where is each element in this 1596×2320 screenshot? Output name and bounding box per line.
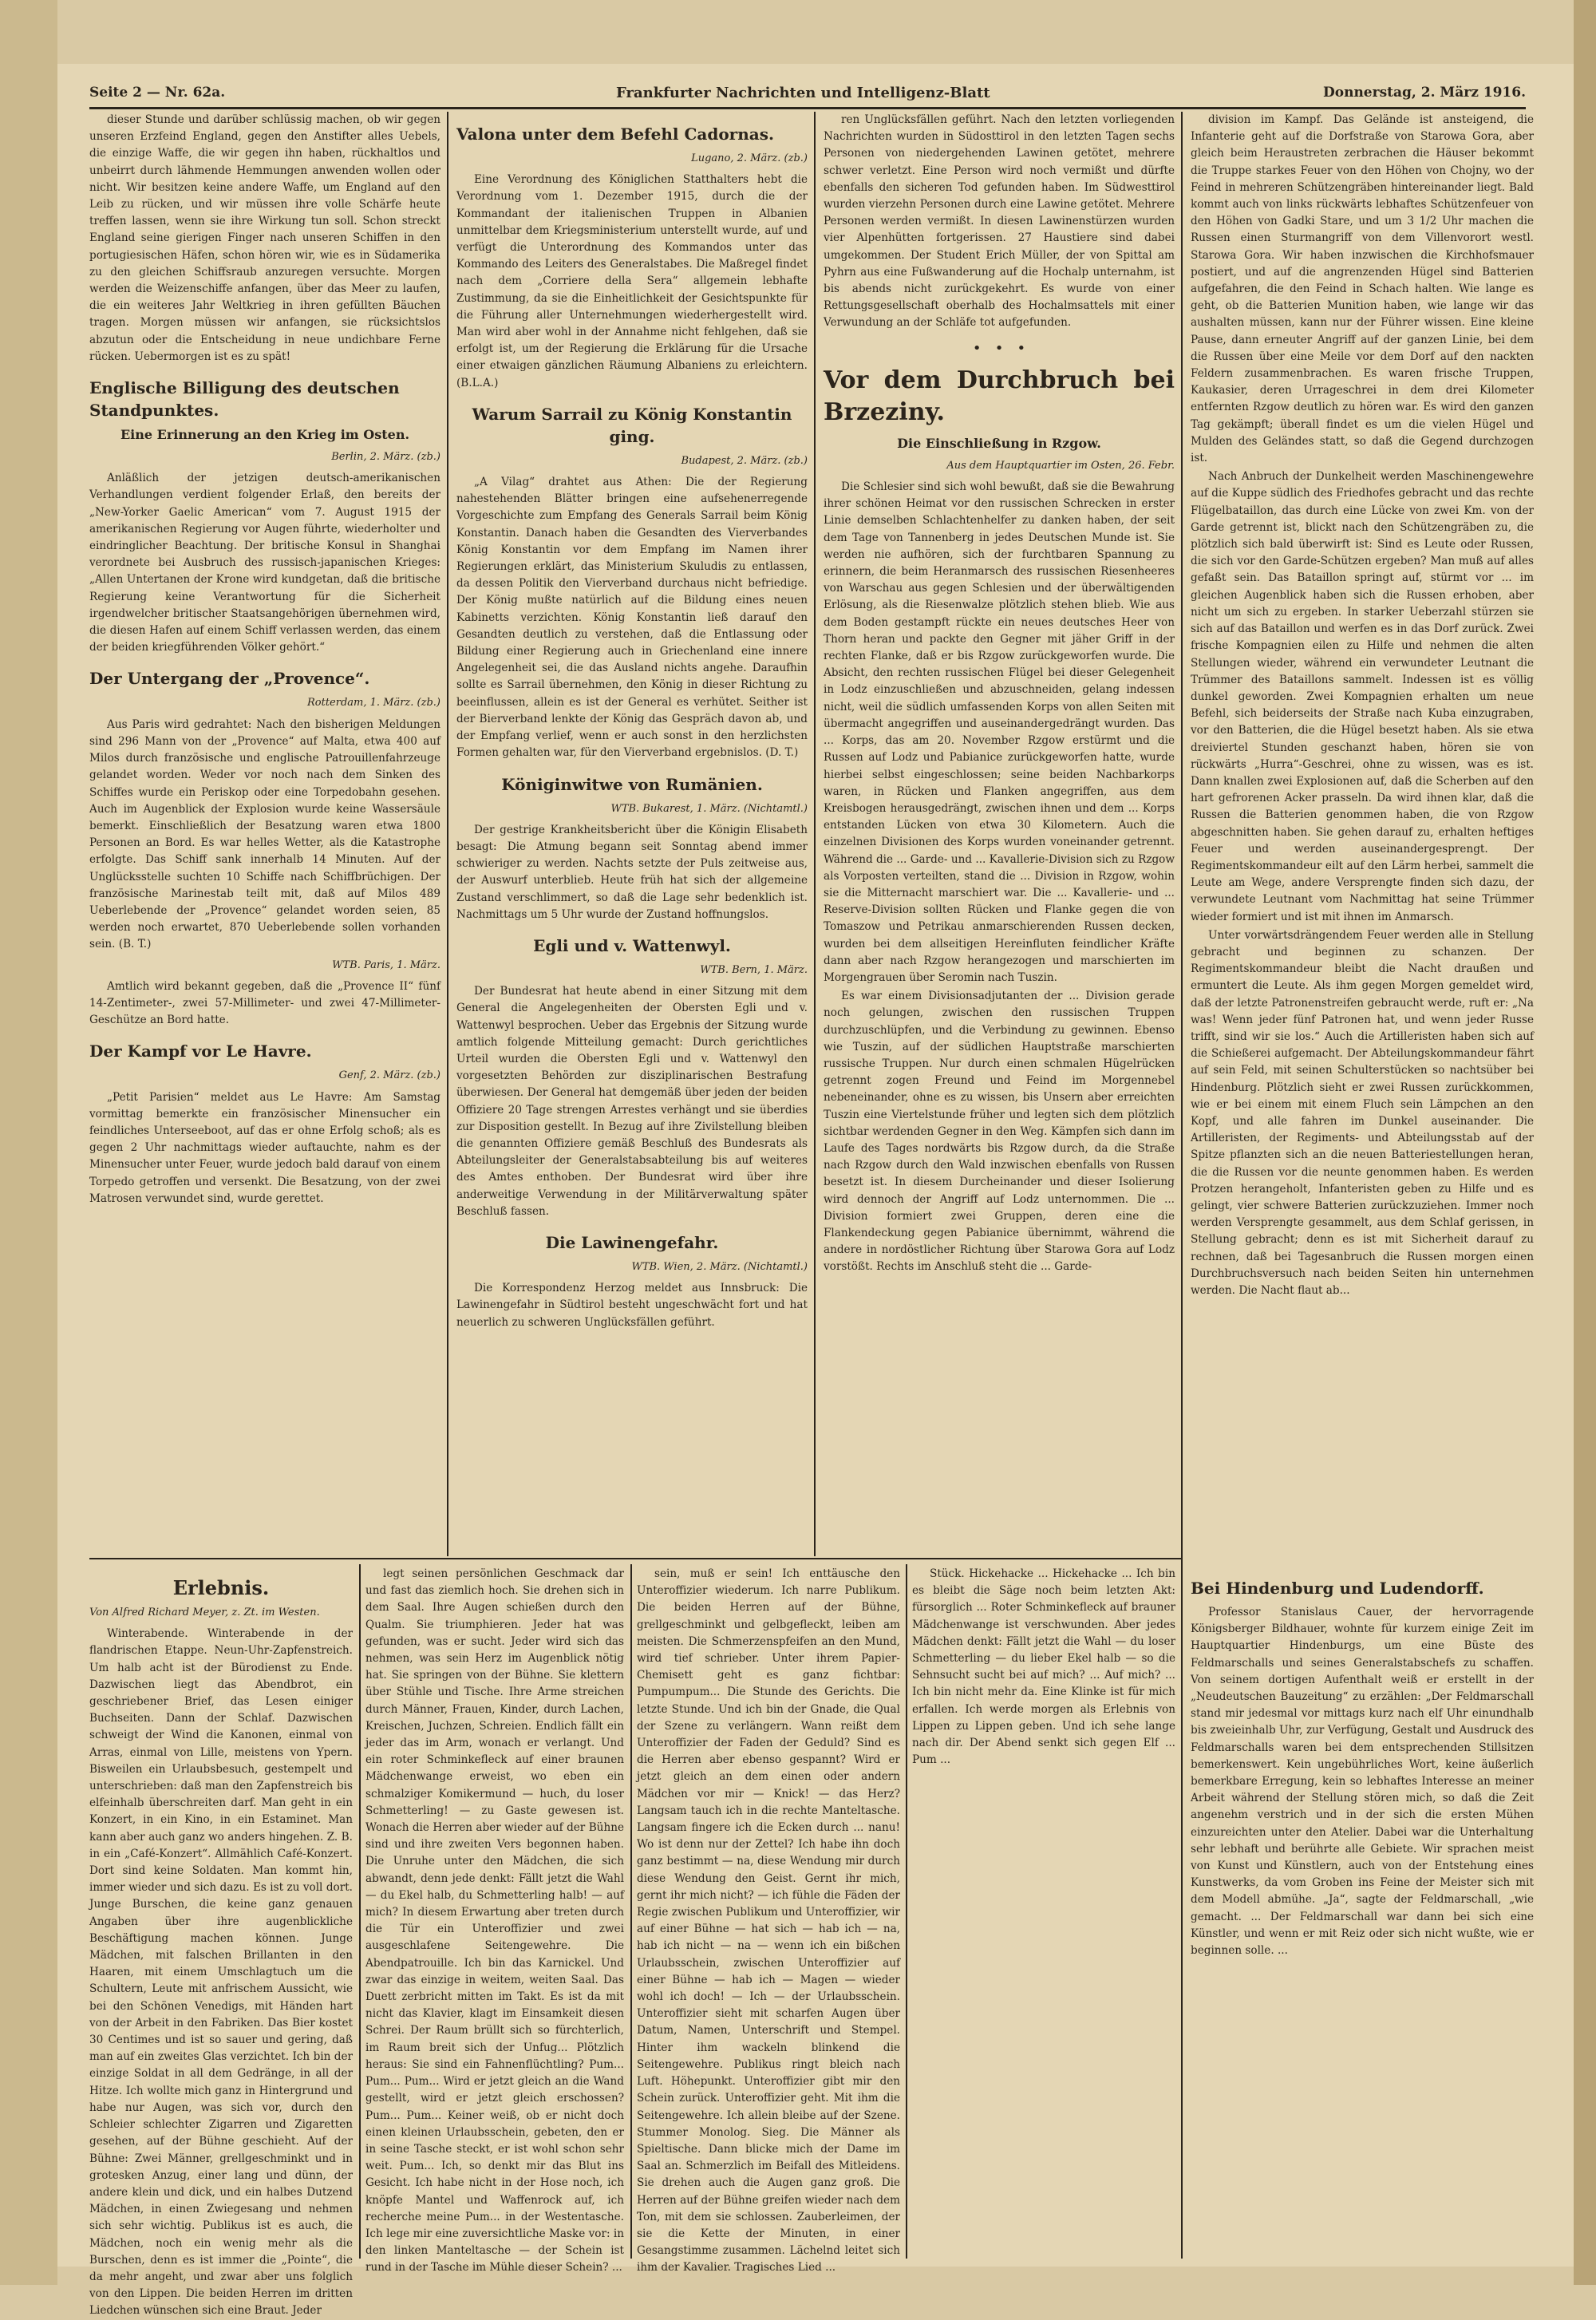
article-body: Amtlich wird bekannt gegeben, daß die „Provence II“ fünf 14-Zentimeter-, zwei 57-Millimeter- und zwei 47-Millimeter-Geschütze an Bord hatte. [89, 979, 440, 1027]
column-rule [447, 112, 448, 1556]
page-number: Seite 2 — Nr. 62a. [89, 85, 226, 101]
dateline: Berlin, 2. März. (zb.) [331, 451, 440, 464]
feuilleton-body: Winterabende. Winterabende in der flandrischen Etappe. Neun-Uhr-Zapfenstreich. Um halb acht ist der Bürodienst zu Ende. Dazwischen liegt das Abendbrot, ein geschriebener Brief, das Lesen einiger Buchseiten. Dann der Schlaf. Dazwischen schweigt der Wind die Kanonen, einmal von Arras, einmal von Lille, meistens von Ypern. Bisweilen ein Urlaubsbesuch, gestempelt und unterschrieben: daß man den Zapfenstreich bis elfeinhalb überschreiten darf. Man geht in ein Konzert, in ein Kino, in ein Estaminet. Man kann aber auch ganz wo anders hingehen. Z. B. in ein „Café-Konzert“. Allmählich Café-Konzert. Dort sind keine Soldaten. Man kommt hin, immer wieder und sich dazu. Es ist zu voll dort. Junge Burschen, die keine ganz genauen Angaben über ihre augenblickliche Beschäftigung machen können. Junge Mädchen, mit falschen Brillanten in den Haaren, mit einem Umschlagtuch um die Schultern, Leute mit anfrischem Aussicht, wie bei den Schönen Venedigs, mit Händen hart von der Arbeit in den Fabriken. Das Bier kostet 30 Centimes und ist so sauer und gering, daß man auf ein zweites Glas verzichtet. Ich bin der einzige Soldat in all dem Gedränge, in all der Hitze. Ich wollte mich ganz in Hintergrund und habe nur Augen, was sich vor, durch den Schleier schlechter Zigarren und Zigaretten gesehen, auf der Bühne geschieht. Auf der Bühne: Zwei Männer, grellgeschminkt und in grotesken Anzug, einer lang und dünn, der andere klein und dick, und ein halbes Dutzend Mädchen, in einen Zwiegesang und nehmen sich sehr wichtig. Publikus ist es auch, die Mädchen, noch ein wenig mehr als die Burschen, denn es ist immer die „Pointe“, die da mehr angeht, und zwar aber uns folglich von den Lippen. Die beiden Herren im dritten Liedchen wünschen sich eine Braut. Jeder [89, 1627, 353, 2318]
column-rule [814, 112, 816, 1556]
dateline: Genf, 2. März. (zb.) [338, 1069, 440, 1082]
binding-edge-left [0, 0, 57, 2285]
article-body: Anläßlich der jetzigen deutsch-amerikanischen Verhandlungen verdient folgender Erlaß, den bereits der „New-Yorker Gaelic American“ vom 7. August 1915 der amerikanischen Regierung vor Augen führte, wiederholter und eindringlicher Beachtung. Der britische Konsul in Shanghai verordnete bei Ausbruch des russisch-japanischen Krieges: „Allen Untertanen der Krone wird kundgetan, daß die britische Regierung keine Verantwortung für die Sicherheit irgendwelcher britischer Staatsangehörigen übernehmen wird, die diesen Hafen auf einem Schiff verlassen werden, das einem der beiden kriegführenden Völker gehört.“ [89, 472, 440, 654]
feuilleton-column-2 [365, 1566, 624, 2275]
feuilleton-body: Stück. Hickehacke ... Hickehacke ... Ich bin es bleibt die Säge noch beim letzten Akt: fürsorglich ... Roter Schminkefleck auf brauner Mädchenwange ist verschwunden. Aber jedes Mädchen denkt: Fällt jetzt die Wahl — du loser Schmetterling — du lieber Ekel halb — so die Sehnsucht sucht bei auf mich? ... Auf mich? ... Ich bin nicht mehr da. Eine Klinke ist für mich erfallen. Ich werde morgen als Erlebnis von Lippen zu Lippen geben. Und ich sehe lange nach dir. Der Abend senkt sich gegen Elf ... Pum ... [912, 1567, 1175, 1767]
column-1 [89, 112, 440, 1552]
dateline: Budapest, 2. März. (zb.) [681, 454, 808, 467]
article-body: „Petit Parisien“ meldet aus Le Havre: Am Samstag vormittag bemerkte ein französischer Minensucher ein feindliches Unterseeboot, auf das er ohne Erfolg schoß; als es gegen 2 Uhr nachmittags wieder auftauchte, nahm es der Minensucher unter Feuer, wurde jedoch bald darauf von einem Torpedo getroffen und versenkt. Die Besatzung, von der zwei Matrosen verwundet sind, wurde gerettet. [89, 1090, 440, 1205]
feuilleton-column-3 [637, 1566, 900, 2275]
article-continuation: dieser Stunde und darüber schlüssig machen, ob wir gegen unseren Erzfeind England, gegen den Anstifter alles Uebels, die einzige Waffe, die wir gegen ihn haben, rückhaltlos und unbeirrt durch lähmende Hemmungen anwenden wollen oder nicht. Wir besitzen keine andere Waffe, um England auf den Leib zu rücken, und wir müssen ihre volle Schärfe heute treffen lassen, wenn sie ihre Wirkung tun soll. Schon streckt England seine gierigen Finger nach unseren Schiffen in den portugiesischen Häfen, schon hören wir, wie es in Südamerika zu den gleichen Schiffsraub anzuregen versuchte. Morgen werden die Weizenschiffe anfangen, über das Meer zu laufen, die ein weiteres Jahr Weltkrieg in ihren gefüllten Bäuchen tragen. Morgen müssen wir anfangen, sie rücksichtslos abzutun oder die Entscheidung in neue undichbare Ferne rücken. Uebermorgen ist es zu spät! [89, 113, 440, 363]
byline: Von Alfred Richard Meyer, z. Zt. im Westen. [89, 1607, 320, 1618]
page-header [89, 80, 1526, 109]
issue-date: Donnerstag, 2. März 1916. [1323, 85, 1526, 101]
subheadline: Die Einschließung in Rzgow. [897, 435, 1101, 451]
section-divider: • • • [972, 339, 1026, 357]
article-body: Die Korrespondenz Herzog meldet aus Innsbruck: Die Lawinengefahr in Südtirol besteht ungeschwächt fort und hat neuerlich zu schweren Unglücksfällen geführt. [456, 1282, 808, 1329]
article-body: Unter vorwärtsdrängendem Feuer werden alle in Stellung gebracht und beginnen zu schanzen. Der Regimentskommandeur bleibt die Nacht draußen und ermuntert die Leute. Als ihm gegen Morgen gemeldet wird, daß der letzte Patronenstreifen gebraucht werde, ruft er: „Na was! Wenn jeder fünf Patronen hat, und wenn jeder Russe trifft, sind wir sie los.“ Auch die Artilleristen haben sich auf die Schießerei aufgemacht. Der Abteilungskommandeur fährt auf sein Feld, mit seinen Schulterstücken so nachtsüber bei Hindenburg. Plötzlich sieht er zwei Russen zurückkommen, wie er bei einem mit einem Fluch sein Lämpchen an den Kopf, und alle fahren im Dunkel auseinander. Die Artilleristen, der Regiments- und Abteilungsstab auf der Spitze pflanzten sich an die neuen Batteriestellungen heran, die die Russen vor die neunte genommen haben. Es werden Protzen herangeholt, Infanteristen geben zu Hilfe und es gelingt, vier schwere Batterien zurückzuziehen. Immer noch werden Versprengte gesammelt, aus dem Schlaf gerissen, in Stellung gebracht; denn es ist mit Sicherheit darauf zu rechnen, daß bei Tagesanbruch die Russen morgen einen Durchbruchsversuch nach beiden Seiten hin unternehmen werden. Die Nacht flaut ab... [1191, 928, 1534, 1298]
dateline: WTB. Paris, 1. März. [332, 958, 440, 971]
article-body: Nach Anbruch der Dunkelheit werden Maschinengewehre auf die Kuppe südlich des Friedhofes gebracht und das rechte Flügelbataillon, das durch eine Lücke von zwei Km. von der Garde getrennt ist, blickt nach den Schützengräben zu, die plötzlich sich bald überwirft ist: Sind es Leute oder Russen, die sich vor den Garde-Schützen ergeben? Man muß auf alles gefaßt sein. Das Bataillon springt auf, stürmt vor ... im gleichen Augenblick haben sich die Russen erhoben, aber nicht um sich zu ergeben. In starker Ueberzahl stürzen sie sich auf das Bataillon und werfen es in das Dorf zurück. Zwei frische Kompagnien eilen zu Hilfe und nehmen die alten Stellungen wieder, während ein verwundeter Leutnant die Trümmer des Bataillons sammelt. Indessen ist es völlig dunkel geworden. Zwei Kompagnien erhalten um neue Befehl, sich beiderseits der Straße nach Kuba einzugraben, vor den Batterien, die die Hügel besetzt haben. Als sie etwa dreiviertel Stunden geschanzt haben, hören sie von rückwärts „Hurra“-Geschrei, ohne zu wissen, was es ist. Dann knallen zwei Explosionen auf, daß die Scherben auf den hart gefrorenen Acker prasseln. Da wird ihnen klar, daß die Russen die Batterien genommen haben, die von Rzgow abgeschnitten haben. Sie gehen darauf zu, erhalten heftiges Feuer und werden auseinandergesprengt. Der Regimentskommandeur eilt auf den Lärm herbei, sammelt die Leute am Wege, andere Versprengte finden sich dazu, der verwundete Leutnant vom Nachmittag hat seine Trümmer wieder formiert und ist mit ihnen im Anmarsch. [1191, 470, 1534, 923]
dateline: WTB. Wien, 2. März. (Nichtamtl.) [631, 1260, 808, 1273]
article-continuation: ren Unglücksfällen geführt. Nach den letzten vorliegenden Nachrichten wurden in Südosttirol in den letzten Tagen sechs Personen von niedergehenden Lawinen getötet, mehrere schwer verletzt. Eine Person wird noch vermißt und dürfte ebenfalls den sicheren Tod gefunden haben. Im Südwesttirol wurden vierzehn Personen durch eine Lawine getötet. Mehrere Personen werden vermißt. In diesen Lawinenstürzen wurden vier Alpenhütten fortgerissen. 27 Haustiere sind dabei umgekommen. Der Student Erich Müller, der von Spittal am Pyhrn aus eine Fußwanderung auf die Hochalp unternahm, ist bis abends nicht zurückgekehrt. Es wurde von einer Rettungsgesellschaft oberhalb des Hochalmsattels mit einer Verwundung an der Schläfe tot aufgefunden. [824, 113, 1175, 330]
dateline: WTB. Bukarest, 1. März. (Nichtamtl.) [610, 802, 808, 815]
headline: Königinwitwe von Rumänien. [501, 774, 763, 794]
column-3 [824, 112, 1175, 1552]
column-4-bottom [1191, 1566, 1534, 2260]
dateline: WTB. Bern, 1. März. [700, 963, 808, 976]
section-rule [89, 1558, 1181, 1559]
headline: Bei Hindenburg und Ludendorff. [1191, 1579, 1484, 1598]
main-headline: Vor dem Durchbruch bei Brzeziny. [824, 366, 1175, 426]
dateline: Rotterdam, 1. März. (zb.) [306, 697, 440, 709]
feuilleton-column-1 [89, 1566, 353, 2318]
column-rule [359, 1564, 361, 2259]
headline: Egli und v. Wattenwyl. [533, 935, 731, 955]
binding-edge-right [1574, 0, 1596, 2285]
feuilleton-title: Erlebnis. [172, 1576, 270, 1599]
dateline: Lugano, 2. März. (zb.) [691, 152, 808, 164]
article-body: Der Bundesrat hat heute abend in einer Sitzung mit dem General die Angelegenheiten der Obersten Egli und v. Wattenwyl besprochen. Ueber das Ergebnis der Sitzung wurde amtlich folgende Mitteilung gemacht: Durch gerichtliches Urteil wurden die Obersten Egli und v. Wattenwyl den vorgesetzten Behörden zur disziplinarischen Bestrafung überwiesen. Der General hat demgemäß über jeden der beiden Offiziere 20 Tage strengen Arrestes verhängt und sie überdies zur Disposition gestellt. In Bezug auf ihre Zivilstellung bleiben die genannten Offiziere gemäß Beschluß des Bundesrats als Abteilungsleiter der Generalstabsabteilung bis auf weiteres des Amtes enthoben. Der Bundesrat wird über ihre anderweitige Verwendung in der Militärverwaltung später Beschluß fassen. [456, 985, 808, 1218]
article-body: division im Kampf. Das Gelände ist ansteigend, die Infanterie geht auf die Dorfstraße von Starowa Gora, aber gleich beim Heraustreten zerbrachen die Häuser bekommt die Truppe starkes Feuer von den Höhen von Chojny, wo der Feind in mehreren Schützengräben hintereinander liegt. Bald kommt auch von links rückwärts lebhaftes Schützenfeuer von den Höhen von Gadki Stare, und um 3 1/2 Uhr machen die Russen einen Sturmangriff von dem Villenvorort westl. Starowa Gora. Wir haben inzwischen die Kirchhofsmauer postiert, und auf die angrenzenden Hügel sind Batterien aufgefahren, die den Feind in Schach halten. Wie lange es geht, ob die Batterien Munition haben, wie lange wir das aushalten müssen, kann nur der Führer wissen. Eine kleine Pause, dann erneuter Angriff auf der ganzen Linie, bei dem die Russen über eine Meile vor dem Dorf auf den nackten Feldern zusammenbrachen. Es waren frische Truppen, Kaukasier, deren Urrageschrei in dem drei Kilometer entfernten Rzgow deutlich zu hören war. Es wird den ganzen Tag gekämpft; überall findet es um die vielen Hügel und Mulden des Geländes statt, so daß die Gegend durchzogen ist. [1191, 113, 1534, 465]
column-rule [1181, 112, 1183, 2259]
headline: Warum Sarrail zu König Konstantin ging. [472, 404, 792, 446]
article-body: „A Vilag“ drahtet aus Athen: Die der Regierung nahestehenden Blätter bringen eine aufsehenerregende Vorgeschichte zum Empfang des Generals Sarrail beim König Konstantin. Danach haben die Gesandten des Vierverbandes König Konstantin vor dem Empfang im Namen ihrer Regierungen erklärt, das Ministerium Skuludis zu entlassen, da dessen Politik den Vierverband durchaus nicht befriedige. Der König mußte natürlich auf die Bildung eines neuen Kabinetts verzichten. König Konstantin ließ darauf den Gesandten deutlich zu verstehen, daß die Entlassung oder Bildung einer Regierung auch in Griechenland eine innere Angelegenheit sei, die das Ausland nichts angehe. Daraufhin sollte es Sarrail übernehmen, den König in dieser Richtung zu beeinflussen, allein es ist der General es verhütet. Seither ist der Bierverband lenkte der König das Gespräch davon ab, und der Empfang verlief, wenn er auch sonst in den herzlichsten Formen gehalten war, für den Vierverband ergebnislos. (D. T.) [456, 476, 808, 760]
column-4 [1191, 112, 1534, 1552]
column-2 [456, 112, 808, 1552]
headline: Der Kampf vor Le Havre. [89, 1041, 312, 1061]
dateline: Aus dem Hauptquartier im Osten, 26. Febr. [946, 459, 1175, 472]
newspaper-title: Frankfurter Nachrichten und Intelligenz-Blatt [616, 85, 990, 101]
article-body: Es war einem Divisionsadjutanten der ... Division gerade noch gelungen, zwischen den russischen Truppen durchzuschlüpfen, und die Verbindung zu gewinnen. Ebenso wie Tuszin, auf der südlichen Hauptstraße marschierten russische Truppen. Nur durch einen schmalen Hügelrücken getrennt zogen Freund und Feind im Morgennebel nebeneinander, ohne es zu wissen, bis Unsern aber erreichten Tuszin eine Viertelstunde früher und legten sich dem plötzlich sichtbar werdenden Gegner in den Weg. Kämpfen sich dann im Laufe des Tages nordwärts bis Rzgow durch, da die Straße nach Rzgow durch den Wald inzwischen ebenfalls von Russen besetzt ist. In diesem Durcheinander und dieser Isolierung wird dennoch der Angriff auf Lodz unternommen. Die ... Division formiert zwei Gruppen, deren eine die Flankendeckung gegen Pabianice übernimmt, während die andere in nordöstlicher Richtung über Starowa Gora auf Lodz vorstößt. Rechts im Anschluß steht die ... Garde- [824, 990, 1175, 1274]
article-body: Professor Stanislaus Cauer, der hervorragende Königsberger Bildhauer, wohnte für kurzem einige Zeit im Hauptquartier Hindenburgs, um eine Büste des Feldmarschalls und seines Generalstabschefs zu schaffen. Von seinem dortigen Aufenthalt weiß er erstellt in der „Neudeutschen Bauzeitung“ zu erzählen: „Der Feldmarschall stand mir jedesmal vor mittags kurz nach elf Uhr einundhalb bis zweieinhalb Uhr, zur Verfügung, Gestalt und Ausdruck des Feldmarschalls waren bei dem entsprechenden Stillsitzen bemerkenswert. Kein ungebührliches Wort, keine äußerlich bemerkbare Erregung, kein so lebhaftes Interesse an meiner Arbeit während der Stellung stören mich, so daß die Zeit angenehm verstrich und in der sich die ersten Mühen einzureichten unter den Atelier. Dabei war die Unterhaltung sehr lebhaft und berührte alle Gebiete. Wir sprachen meist von Kunst und Künstlern, auch von der Entstehung eines Kunstwerks, da vom Groben ins Feine der Meister sich mit dem Modell abmühe. „Ja“, sagte der Feldmarschall, „wie gemacht. ... Der Feldmarschall war dann bei sich eine Künstler, und wenn er mit Reiz oder sich nicht wußte, wie er beginnen solle. ... [1191, 1606, 1534, 1958]
feuilleton-body: sein, muß er sein! Ich enttäusche den Unteroffizier wiederum. Ich narre Publikum. Die beiden Herren auf der Bühne, grellgeschminkt und gelbgefleckt, leiben am meisten. Die Schmerzenspfeifen an den Mund, wird tief schrieber. Unter ihrem Papier-Chemisett geht es ganz fichtbar: Pumpumpum... Die Stunde des Gerichts. Die letzte Stunde. Und ich bin der Gnade, die Qual der Szene zu verlängern. Wann reißt dem Unteroffizier der Faden der Geduld? Sind es die Herren aber ebenso gespannt? Wird er jetzt gleich an dem einen oder andern Mädchen vor mir — Knick! — das Herz? Langsam tauch ich in die rechte Manteltasche. Langsam fingere ich die Ecken durch ... nanu! Wo ist denn nur der Zettel? Ich habe ihn doch ganz bestimmt — na, diese Wendung mir durch diese Wendung den Geist. Gernt ihr mich, gernt ihr mich nicht? — ich fühle die Fäden der Regie zwischen Publikum und Unteroffizier, wir auf einer Bühne — hat sich — hab ich — na, hab ich nicht — na — wenn ich ein bißchen Urlaubsschein, zwischen Unteroffizier auf einer Bühne — hab ich — Magen — wieder wohl ich doch! — Ich — der Urlaubsschein. Unteroffizier sieht mit scharfen Augen über Datum, Namen, Unterschrift und Stempel. Hinter ihm wackeln blinkend die Seitengewehre. Publikus ringt bleich nach Luft. Höhepunkt. Unteroffizier gibt mir den Schein zurück. Unteroffizier geht. Mit ihm die Seitengewehre. Ich allein bleibe auf der Szene. Stummer Monolog. Sieg. Die Männer als Spieltische. Dann blicke mich der Dame im Saal an. Schmerzlich im Beifall des Mitleidens. Sie drehen auch die Augen ganz groß. Die Herren auf der Bühne greifen wieder nach dem Ton, mit dem sie schlossen. Zauberleimen, der sie die Kette der Minuten, in einer Gesangstimme zusammen. Lächelnd leitet sich ihm der Kavalier. Tragisches Lied ... [637, 1567, 900, 2275]
column-rule [630, 1564, 632, 2259]
headline: Die Lawinengefahr. [545, 1232, 719, 1252]
headline: Der Untergang der „Provence“. [89, 669, 370, 689]
article-body: Eine Verordnung des Königlichen Statthalters hebt die Verordnung vom 1. Dezember 1915, durch die der Kommandant der italienischen Truppen in Albanien unmittelbar dem Kriegsministerium unterstellt wurde, auf und verfügt die Unterordnung des Kommandos unter das Kommando des Leiters des Generalstabes. Die Maßregel findet nach dem „Corriere della Sera“ allgemein lebhafte Zustimmung, da sie die Einheitlichkeit der Gesichtspunkte für die Führung aller Unternehmungen wiederhergestellt wird. Man wird aber wohl in der Annahme nicht fehlgehen, daß sie erfolgt ist, um der Regierung die Erklärung für die Ursache einer etwaigen gänzlichen Räumung Albaniens zu erleichtern. (B.L.A.) [456, 173, 808, 389]
article-body: Der gestrige Krankheitsbericht über die Königin Elisabeth besagt: Die Atmung begann seit Sonntag abend immer schwieriger zu werden. Nachts setzte der Puls zeitweise aus, der Auswurf unterblieb. Heute früh hat sich der allgemeine Zustand verschlimmert, so daß die Lage sehr bedenklich ist. Nachmittags um 5 Uhr wurde der Zustand hoffnungslos. [456, 823, 808, 921]
feuilleton-body: legt seinen persönlichen Geschmack dar und fast das ziemlich hoch. Sie drehen sich in dem Saal. Ihre Augen schießen durch den Qualm. Sie triumphieren. Jeder hat was gefunden, was er sucht. Jeder wird sich das nehmen, was sein Herz im Augenblick nötig hat. Sie springen von der Bühne. Sie klettern über Stühle und Tische. Ihre Arme streichen durch Männer, Frauen, Kinder, durch Lachen, Kreischen, Juchzen, Schreien. Endlich fällt ein jeder das im Arm, wonach er verlangt. Und ein roter Schminkefleck auf einer braunen Mädchenwange erweist, wo eben ein schmalziger Komikermund — huch, du loser Schmetterling! — zu Gaste gewesen ist. Wonach die Herren aber wieder auf der Bühne sind und ihre zweiten Vers begonnen haben. Die Unruhe unter den Mädchen, die sich abwandt, denn jede denkt: Fällt jetzt die Wahl — du Ekel halb, du Schmetterling halb! — auf mich? In diesem Erwartung aber treten durch die Tür ein Unteroffizier und zwei ausgeschlafene Seitengewehre. Die Abendpatrouille. Ich bin das Karnickel. Und zwar das einzige in weitem, weiten Saal. Das Duett zerbricht mitten im Takt. Es ist da mit nicht das Klavier, klagt im Einsamkeit diesen Schrei. Der Raum brüllt sich so fürchterlich, im Raum breit sich der Unfug... Plötzlich heraus: Sie sind ein Fahnenflüchtling? Pum... Pum... Pum... Wird er jetzt gleich an die Wand gestellt, wird er jetzt gleich erschossen? Pum... Pum... Keiner weiß, ob er nicht doch einen kleinen Urlaubsschein, gebeten, den er in seine Tasche steckt, er ist wohl schon sehr weit. Pum... Ich, so denkt mir das Blut ins Gesicht. Ich habe nicht in der Hose noch, ich knöpfe Mantel und Waffenrock auf, ich recherche meine Pum... in der Westentasche. Ich lege mir eine zuversichtliche Maske vor: in den linken Manteltasche — der Schein ist rund in der Tasche im Mühle dieser Schein? ... [365, 1567, 624, 2275]
headline: Valona unter dem Befehl Cadornas. [456, 124, 774, 144]
headline: Englische Billigung des deutschen Standpunktes. [89, 378, 400, 421]
article-body: Aus Paris wird gedrahtet: Nach den bisherigen Meldungen sind 296 Mann von der „Provence“ auf Malta, etwa 400 auf Milos durch französische und englische Patrouillenfahrzeuge gelandet worden. Weder vor noch nach dem Sinken des Schiffes wurde ein Periskop oder eine Torpedobahn gesehen. Auch im Augenblick der Explosion wurde keine Wassersäule bemerkt. Einschließlich der Besatzung waren etwa 1800 Personen an Bord. Es war helles Wetter, als die Katastrophe erfolgte. Das Schiff sank innerhalb 14 Minuten. Auf der Unglücksstelle suchten 10 Schiffe nach Schiffbrüchigen. Der französische Marinestab teilt mit, daß auf Milos 489 Ueberlebende der „Provence“ gelandet worden seien, 85 werden noch erwartet, 870 Ueberlebende sollen vorhanden sein. (B. T.) [89, 717, 440, 951]
subheadline: Eine Erinnerung an den Krieg im Osten. [120, 427, 410, 443]
column-rule [906, 1564, 907, 2259]
feuilleton-column-4 [912, 1566, 1175, 2260]
article-body: Die Schlesier sind sich wohl bewußt, daß sie die Bewahrung ihrer schönen Heimat vor den russischen Schrecken in erster Linie demselben Schlachtenhelfer zu danken haben, der seit dem Tage von Tannenberg in jedes Deutschen Munde ist. Sie werden nie aufhören, sich der furchtbaren Spannung zu erinnern, die beim Heranmarsch des russischen Riesenheeres von Warschau aus gegen Schlesien und der überwältigenden Erlösung, als die Riesenwalze plötzlich stehen blieb. Wie aus dem Boden gestampft rückte ein neues deutsches Heer von Thorn heran und packte den Gegner mit jäher Griff in der rechten Flanke, daß er bis Rzgow zurückgeworfen wurde. Die Absicht, den rechten russischen Flügel bei dieser Gelegenheit in Lodz einzuschließen und abzuschneiden, gelang indessen nicht, weil die südlich umfassenden Korps von allen Seiten mit übermacht angegriffen und auseinandergedrängt wurden. Das ... Korps, das am 20. November Rzgow erstürmt und die Russen auf Lodz und Pabianice zurückgeworfen hatte, wurde hierbei selbst eingeschlossen; seine beiden Nachbarkorps waren, in Rücken und Flanken angegriffen, aus dem Kreisbogen herausgedrängt, zwischen ihnen und dem ... Korps entstanden Lücken von etwa 30 Kilometern. Auch die einzelnen Divisionen des Korps wurden voneinander getrennt. Während die ... Garde- und ... Kavallerie-Division sich zu Rzgow als Vorposten verteilten, stand die ... Division in Rzgow, wohin sie die Mitternacht marschiert war. Die ... Kavallerie- und ... Reserve-Division sollten Rücken und Flanke gegen die von Tomaszow und Petrikau anmarschierenden Russen decken, wurden bei dem allseitigen Hereinfluten feindlicher Kräfte dann aber nach Rzgow herangezogen und marschierten im Morgengrauen über Seromin nach Tuszin. [824, 480, 1175, 984]
